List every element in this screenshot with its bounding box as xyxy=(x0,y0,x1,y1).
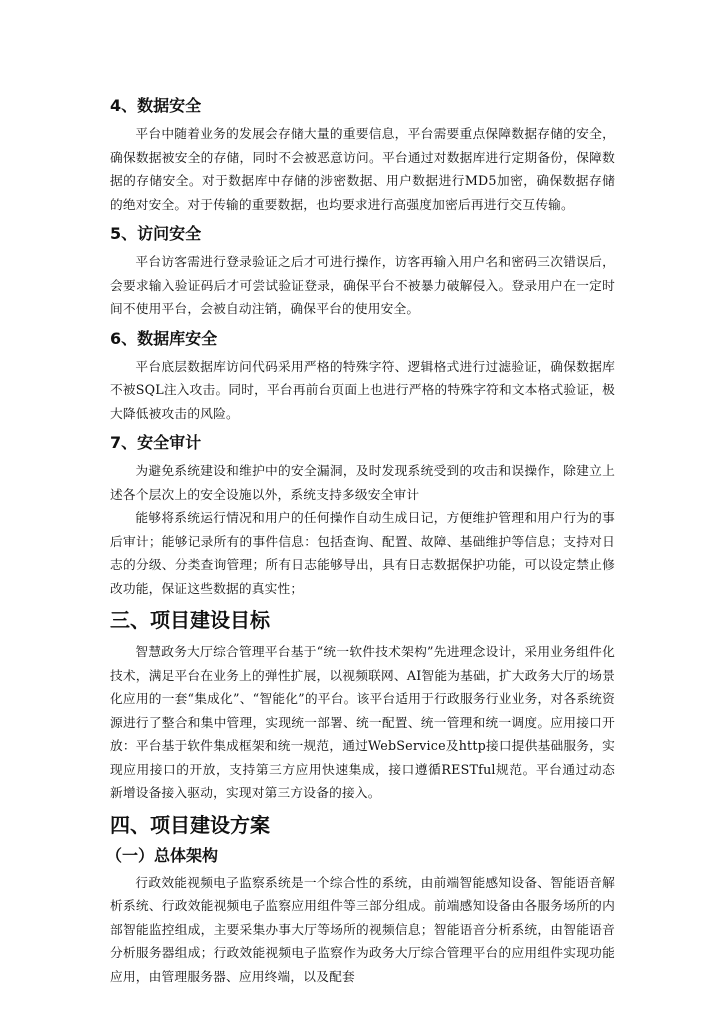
paragraph-database-security: 平台底层数据库访问代码采用严格的特殊字符、逻辑格式进行过滤验证，确保数据库不被SQL注入攻击。同时，平台再前台页面上也进行严格的特殊字符和文本格式验证，极大降低被攻击的风险。 xyxy=(110,358,615,421)
subheading-overall-architecture: （一）总体架构 xyxy=(106,845,219,865)
section-heading-access-security: 5、访问安全 xyxy=(110,224,202,243)
paragraph-access-security: 平台访客需进行登录验证之后才可进行操作，访客再输入用户名和密码三次错误后，会要求输入验证码后才可尝试验证登录，确保平台不被暴力破解侵入。登录用户在一定时间不使用平台，会被自动注销，确保平台的使用安全。 xyxy=(110,254,615,316)
section-heading-data-security: 4、数据安全 xyxy=(110,96,202,115)
paragraph-security-audit-1: 为避免系统建设和维护中的安全漏洞，及时发现系统受到的攻击和误操作，除建立上述各个层次上的安全设施以外，系统支持多级安全审计 xyxy=(110,463,615,502)
paragraph-overall-architecture: 行政效能视频电子监察系统是一个综合性的系统，由前端智能感知设备、智能语音解析系统、行政效能视频电子监察应用组件等三部分组成。前端感知设备由各服务场所的内部智能监控组成，主要采集办事大厅等场所的视频信息；智能语音分析系统，由智能语音分析服务器组成；行政效能视频电子监察作为政务大厅综合管理平台的应用组件实现功能应用，由管理服务器、应用终端，以及配套 xyxy=(110,874,615,984)
document-page xyxy=(106,88,615,988)
chapter-heading-project-goals: 三、项目建设目标 xyxy=(110,608,270,632)
section-heading-security-audit: 7、安全审计 xyxy=(110,433,202,452)
paragraph-data-security: 平台中随着业务的发展会存储大量的重要信息，平台需要重点保障数据存储的安全，确保数据被安全的存储，同时不会被恶意访问。平台通过对数据库进行定期备份，保障数据的存储安全。对于数据库中存储的涉密数据、用户数据进行MD5加密，确保数据存储的绝对安全。对于传输的重要数据，也均要求进行高强度加密后再进行交互传输。 xyxy=(110,126,615,212)
section-heading-database-security: 6、数据库安全 xyxy=(110,328,218,348)
paragraph-project-goals: 智慧政务大厅综合管理平台基于“统一软件技术架构”先进理念设计，采用业务组件化技术，满足平台在业务上的弹性扩展，以视频联网、AI智能为基础，扩大政务大厅的场景化应用的一套“集成化”、“智能化”的平台。该平台适用于行政服务行业业务，对各系统资源进行了整合和集中管理，实现统一部署、统一配置、统一管理和统一调度。应用接口开放：平台基于软件集成框架和统一规范，通过WebService及http接口提供基础服务，实现应用接口的开放，支持第三方应用快速集成，接口遵循RESTful规范。平台通过动态新增设备接入驱动，实现对第三方设备的接入。 xyxy=(110,644,615,800)
chapter-heading-project-plan: 四、项目建设方案 xyxy=(110,812,270,837)
paragraph-security-audit-2: 能够将系统运行情况和用户的任何操作自动生成日记，方便维护管理和用户行为的事后审计；能够记录所有的事件信息：包括查询、配置、故障、基础维护等信息；支持对日志的分级、分类查询管理；所有日志能够导出，具有日志数据保护功能，可以设定禁止修改功能，保证这些数据的真实性； xyxy=(110,510,615,596)
